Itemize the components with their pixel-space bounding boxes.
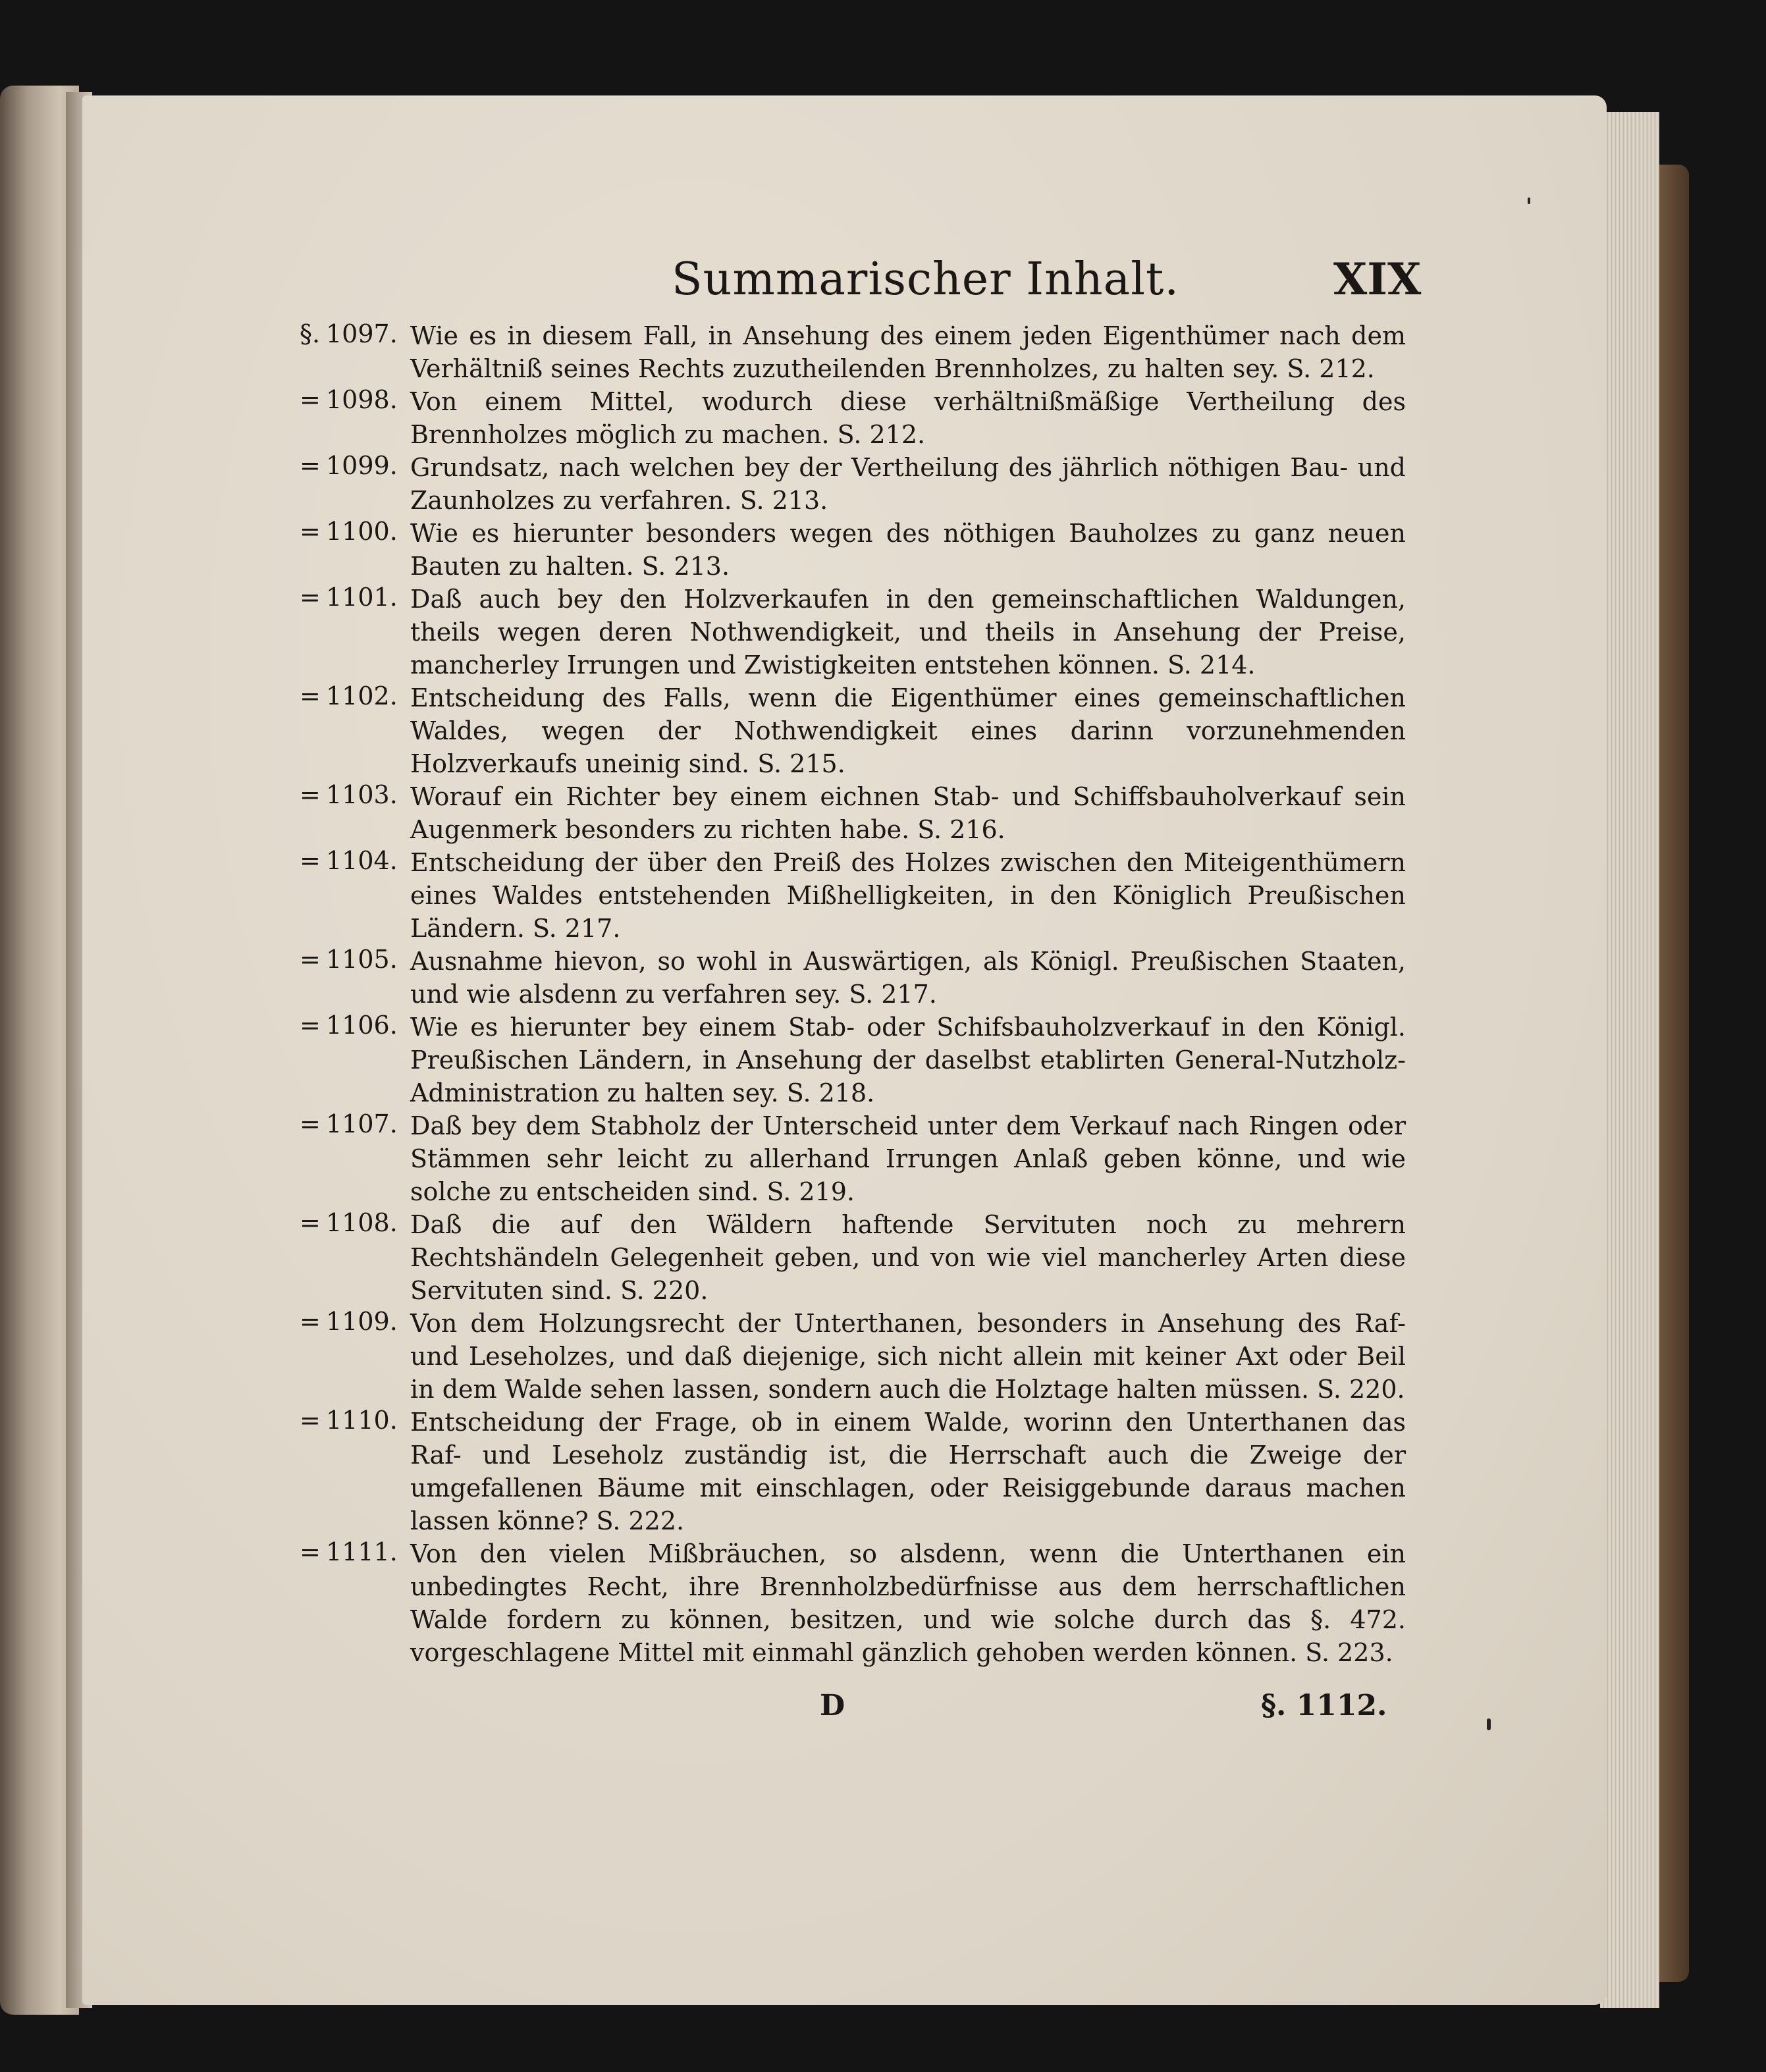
- ink-speck: [1528, 198, 1530, 204]
- entry-number: 1101.: [326, 583, 398, 612]
- entry-mark: =: [300, 1208, 321, 1237]
- toc-entry: [300, 1307, 1406, 1406]
- entry-number: 1104.: [326, 846, 398, 875]
- ink-speck: [1487, 1718, 1491, 1730]
- entry-mark: =: [300, 451, 321, 480]
- entry-text: Ausnahme hievon, so wohl in Auswärtigen, als Königl. Preußischen Staaten, und wie alsdenn zu verfahren sey. S. 217.: [410, 947, 1406, 1009]
- entry-mark: =: [300, 583, 321, 612]
- toc-entry: [300, 517, 1406, 583]
- entry-number: 1103.: [326, 780, 398, 809]
- entry-text: Wie es in diesem Fall, in Ansehung des einem jeden Eigenthümer nach dem Verhältniß seines Rechts zuzutheilenden Brennholzes, zu halten sey. S. 212.: [410, 321, 1406, 383]
- entry-text: Daß auch bey den Holzverkaufen in den gemeinschaftlichen Waldungen, theils wegen deren Nothwendigkeit, und theils in Ansehung der Preise, mancherley Irrungen und Zwistigkeiten entstehen können. S. 214.: [410, 585, 1406, 679]
- entry-number: 1107.: [326, 1109, 398, 1138]
- toc-entry: [300, 1537, 1406, 1669]
- entry-mark: =: [300, 1537, 321, 1566]
- page-number: XIX: [1333, 253, 1422, 305]
- entry-text: Von einem Mittel, wodurch diese verhältnißmäßige Vertheilung des Brennholzes möglich zu machen. S. 212.: [410, 387, 1406, 449]
- entry-number: 1106.: [326, 1011, 398, 1040]
- entry-number: 1099.: [326, 451, 398, 480]
- entry-mark: =: [300, 945, 321, 974]
- entry-number: 1105.: [326, 945, 398, 974]
- toc-entry: [300, 1011, 1406, 1109]
- entry-number: 1098.: [326, 385, 398, 414]
- entry-number: 1110.: [326, 1406, 398, 1435]
- toc-entry: [300, 1109, 1406, 1208]
- entry-text: Wie es hierunter besonders wegen des nöthigen Bauholzes zu ganz neuen Bauten zu halten. S. 213.: [410, 519, 1406, 581]
- entry-mark: =: [300, 385, 321, 414]
- entry-text: Von den vielen Mißbräuchen, so alsdenn, wenn die Unterthanen ein unbedingtes Recht, ihre Brennholzbedürfnisse aus dem herrschaftlichen Walde fordern zu können, besitzen, und wie solche durch das §. 472. vorgeschlagene Mittel mit einmahl gänzlich gehoben werden können. S. 223.: [410, 1539, 1406, 1667]
- catchword: §. 1112.: [1261, 1689, 1387, 1722]
- entry-text: Von dem Holzungsrecht der Unterthanen, besonders in Ansehung des Raf- und Leseholzes, und daß diejenige, sich nicht allein mit keiner Axt oder Beil in dem Walde sehen lassen, sondern auch die Holztage halten müssen. S. 220.: [410, 1309, 1406, 1404]
- entry-text: Wie es hierunter bey einem Stab- oder Schifsbauholzverkauf in den Königl. Preußischen Ländern, in Ansehung der daselbst etablirten General-Nutzholz-Administration zu halten sey. S. 218.: [410, 1013, 1406, 1107]
- entry-mark: =: [300, 1109, 321, 1138]
- entry-mark: =: [300, 681, 321, 710]
- page-footer: [0, 1689, 1766, 1728]
- entry-number: 1097.: [326, 319, 398, 348]
- entry-text: Entscheidung der über den Preiß des Holzes zwischen den Miteigenthümern eines Waldes entstehenden Mißhelligkeiten, in den Königlich Preußischen Ländern. S. 217.: [410, 848, 1406, 943]
- entry-text: Grundsatz, nach welchen bey der Vertheilung des jährlich nöthigen Bau- und Zaunholzes zu verfahren. S. 213.: [410, 453, 1406, 515]
- entry-mark: =: [300, 1406, 321, 1435]
- entry-text: Daß die auf den Wäldern haftende Servituten noch zu mehrern Rechtshändeln Gelegenheit geben, und von wie viel mancherley Arten diese Servituten sind. S. 220.: [410, 1210, 1406, 1305]
- entry-mark: =: [300, 517, 321, 546]
- entry-text: Daß bey dem Stabholz der Unterscheid unter dem Verkauf nach Ringen oder Stämmen sehr leicht zu allerhand Irrungen Anlaß geben könne, und wie solche zu entscheiden sind. S. 219.: [410, 1111, 1406, 1206]
- entry-text: Entscheidung des Falls, wenn die Eigenthümer eines gemeinschaftlichen Waldes, wegen der Nothwendigkeit eines darinn vorzunehmenden Holzverkaufs uneinig sind. S. 215.: [410, 683, 1406, 778]
- signature-mark: D: [820, 1689, 845, 1722]
- toc-entry: [300, 1406, 1406, 1537]
- entry-number: 1102.: [326, 681, 398, 710]
- toc-entry: [300, 945, 1406, 1011]
- toc-entry: [300, 319, 1406, 385]
- table-of-contents: [300, 319, 1406, 1669]
- toc-entry: [300, 385, 1406, 451]
- entry-text: Entscheidung der Frage, ob in einem Walde, worinn den Unterthanen das Raf- und Leseholz zuständig ist, die Herrschaft auch die Zweige der umgefallenen Bäume mit einschlagen, oder Reisiggebunde daraus machen lassen könne? S. 222.: [410, 1408, 1406, 1535]
- entry-number: 1108.: [326, 1208, 398, 1237]
- toc-entry: [300, 780, 1406, 846]
- entry-number: 1109.: [326, 1307, 398, 1336]
- toc-entry: [300, 583, 1406, 681]
- entry-mark: =: [300, 1011, 321, 1040]
- entry-number: 1111.: [326, 1537, 398, 1566]
- toc-entry: [300, 451, 1406, 517]
- toc-entry: [300, 1208, 1406, 1307]
- toc-entry: [300, 846, 1406, 945]
- entry-mark: =: [300, 780, 321, 809]
- toc-entry: [300, 681, 1406, 780]
- entry-mark: §.: [300, 319, 321, 348]
- running-header: [0, 253, 1766, 319]
- entry-number: 1100.: [326, 517, 398, 546]
- entry-text: Worauf ein Richter bey einem eichnen Stab- und Schiffsbauholverkauf sein Augenmerk besonders zu richten habe. S. 216.: [410, 782, 1406, 844]
- entry-mark: =: [300, 846, 321, 875]
- entry-mark: =: [300, 1307, 321, 1336]
- running-title: Summarischer Inhalt.: [672, 253, 1179, 305]
